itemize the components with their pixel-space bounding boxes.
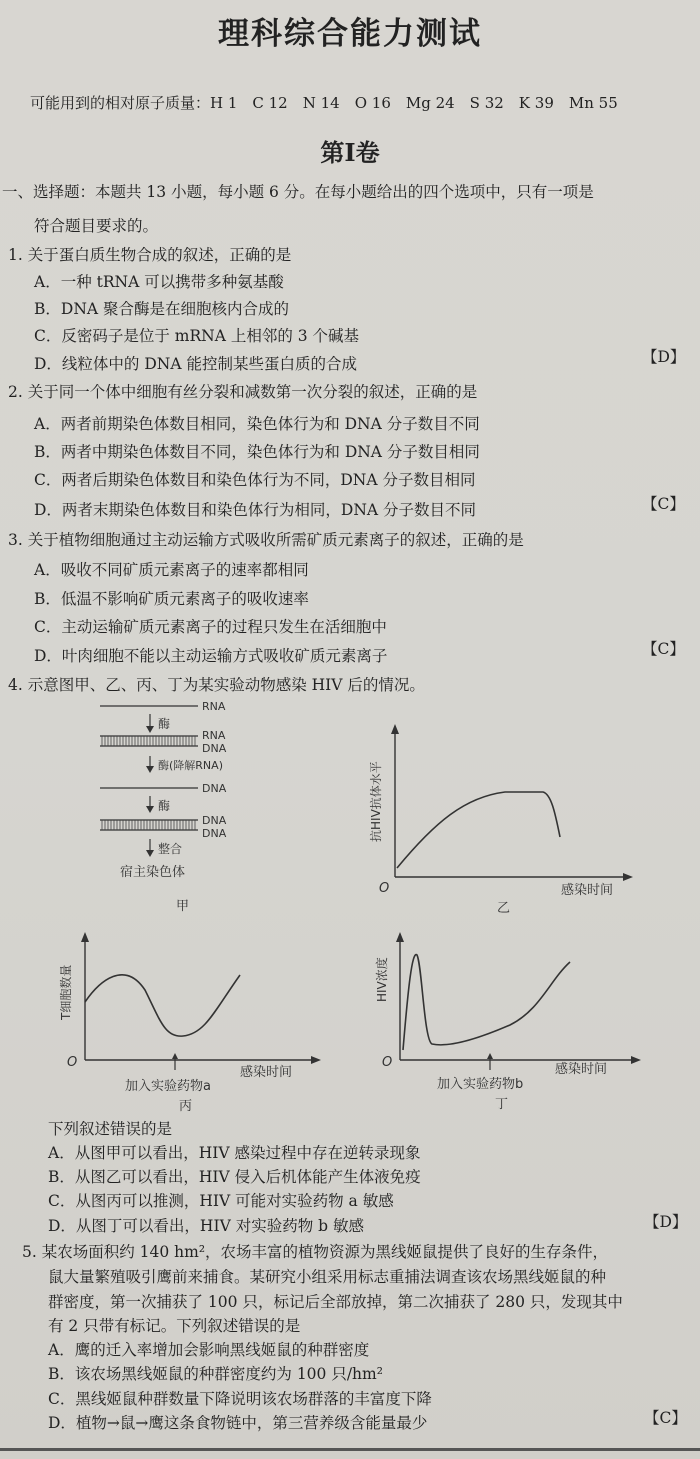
bing-drug-a-label: 加入实验药物a — [125, 1079, 211, 1094]
volume-heading: 第Ⅰ卷 — [320, 138, 380, 167]
ding-drug-b-label: 加入实验药物b — [437, 1077, 524, 1092]
q1-answer: 【D】 — [642, 348, 686, 366]
q3-option-c: C．主动运输矿质元素离子的过程只发生在活细胞中 — [34, 618, 387, 636]
q5-option-b: B．该农场黑线姬鼠的种群密度约为 100 只/hm² — [48, 1365, 383, 1383]
jia-enzyme1-label: 酶 — [158, 717, 171, 731]
jia-rna-dna-hybrid — [100, 736, 198, 746]
q4-option-d: D．从图丁可以看出，HIV 对实验药物 b 敏感 — [48, 1217, 364, 1235]
jia-dna-double-strand — [100, 820, 198, 830]
bing-origin: O — [67, 1055, 78, 1070]
q5-stem-line2: 鼠大量繁殖吸引鹰前来捕食。某研究小组采用标志重捕法调查该农场黑线姬鼠的种 — [48, 1268, 607, 1286]
yi-x-label: 感染时间 — [561, 883, 614, 898]
q2-stem: 2. 关于同一个体中细胞有丝分裂和减数第一次分裂的叙述，正确的是 — [8, 383, 478, 401]
jia-host-label: 宿主染色体 — [120, 865, 186, 880]
q2-answer: 【C】 — [642, 495, 685, 513]
figure-bing — [55, 930, 330, 1120]
ding-hiv-curve — [403, 955, 570, 1050]
q1-option-a: A．一种 tRNA 可以携带多种氨基酸 — [34, 273, 284, 291]
page-title: 理科综合能力测试 — [218, 16, 482, 52]
q3-option-b: B．低温不影响矿质元素离子的吸收速率 — [34, 590, 309, 608]
page-bottom-rule — [0, 1448, 700, 1451]
q2-option-d: D．两者末期染色体数目和染色体行为相同，DNA 分子数目不同 — [34, 501, 477, 519]
q1-stem: 1. 关于蛋白质生物合成的叙述，正确的是 — [8, 246, 292, 264]
jia-dna-a-label: DNA — [202, 814, 227, 827]
jia-enzyme3-label: 酶 — [158, 799, 171, 813]
section-intro-line2: 符合题目要求的。 — [34, 217, 159, 235]
q4-option-c: C．从图丙可以推测，HIV 可能对实验药物 a 敏感 — [48, 1192, 394, 1210]
q2-option-a: A．两者前期染色体数目相同，染色体行为和 DNA 分子数目不同 — [34, 415, 480, 433]
q4-lead: 下列叙述错误的是 — [48, 1120, 173, 1138]
q3-option-d: D．叶肉细胞不能以主动运输方式吸收矿质元素离子 — [34, 647, 388, 665]
figure-jia — [90, 696, 280, 918]
jia-dna-b-label: DNA — [202, 827, 227, 840]
q4-stem: 4. 示意图甲、乙、丙、丁为某实验动物感染 HIV 后的情况。 — [8, 676, 425, 694]
q2-option-c: C．两者后期染色体数目和染色体行为不同，DNA 分子数目相同 — [34, 471, 476, 489]
bing-x-label: 感染时间 — [240, 1065, 293, 1080]
jia-enzyme2-label: 酶(降解RNA) — [158, 759, 223, 772]
figure-yi — [365, 722, 635, 918]
yi-caption: 乙 — [497, 901, 511, 916]
q1-option-c: C．反密码子是位于 mRNA 上相邻的 3 个碱基 — [34, 327, 360, 345]
q5-stem-line1: 5. 某农场面积约 140 hm²，农场丰富的植物资源为黑线姬鼠提供了良好的生存条件， — [22, 1243, 609, 1261]
bing-tcell-curve — [85, 975, 240, 1036]
q5-stem-line3: 群密度，第一次捕获了 100 只，标记后全部放掉，第二次捕获了 280 只，发现其中 — [48, 1293, 623, 1311]
q3-option-a: A．吸收不同矿质元素离子的速率都相同 — [34, 561, 309, 579]
q5-stem-line4: 有 2 只带有标记。下列叙述错误的是 — [48, 1317, 301, 1335]
jia-rna-mid-label: RNA — [202, 729, 226, 742]
q5-option-a: A．鹰的迁入率增加会影响黑线姬鼠的种群密度 — [48, 1341, 370, 1359]
q5-answer: 【C】 — [644, 1409, 687, 1427]
section-intro-line1: 一、选择题：本题共 13 小题，每小题 6 分。在每小题给出的四个选项中，只有一项是 — [2, 183, 594, 201]
ding-caption: 丁 — [495, 1097, 509, 1112]
yi-y-label: 抗HIV抗体水平 — [369, 761, 383, 842]
yi-antibody-curve — [397, 792, 560, 868]
q3-stem: 3. 关于植物细胞通过主动运输方式吸收所需矿质元素离子的叙述，正确的是 — [8, 531, 524, 549]
q3-answer: 【C】 — [642, 640, 685, 658]
q5-option-d: D．植物→鼠→鹰这条食物链中，第三营养级含能量最少 — [48, 1414, 428, 1432]
atomic-masses-line: 可能用到的相对原子质量：H 1 C 12 N 14 O 16 Mg 24 S 32 K 39 Mn 55 — [30, 94, 618, 112]
q4-option-b: B．从图乙可以看出，HIV 侵入后机体能产生体液免疫 — [48, 1168, 421, 1186]
q1-option-d: D．线粒体中的 DNA 能控制某些蛋白质的合成 — [34, 355, 357, 373]
ding-y-label: HIV浓度 — [375, 957, 389, 1002]
figure-ding — [370, 930, 650, 1120]
jia-integrate-label: 整合 — [158, 842, 183, 856]
jia-rna-top-label: RNA — [202, 700, 226, 713]
jia-dna-single-label: DNA — [202, 782, 227, 795]
q4-answer: 【D】 — [644, 1213, 688, 1231]
jia-dna-mid-label: DNA — [202, 742, 227, 755]
jia-caption: 甲 — [176, 899, 190, 914]
q2-option-b: B．两者中期染色体数目不同，染色体行为和 DNA 分子数目相同 — [34, 443, 480, 461]
ding-origin: O — [382, 1055, 393, 1070]
q4-option-a: A．从图甲可以看出，HIV 感染过程中存在逆转录现象 — [48, 1144, 421, 1162]
ding-x-label: 感染时间 — [555, 1062, 608, 1077]
yi-origin: O — [379, 881, 390, 896]
q1-option-b: B．DNA 聚合酶是在细胞核内合成的 — [34, 300, 290, 318]
bing-caption: 丙 — [179, 1099, 193, 1114]
q5-option-c: C．黑线姬鼠种群数量下降说明该农场群落的丰富度下降 — [48, 1390, 432, 1408]
bing-y-label: T细胞数量 — [59, 964, 73, 1020]
